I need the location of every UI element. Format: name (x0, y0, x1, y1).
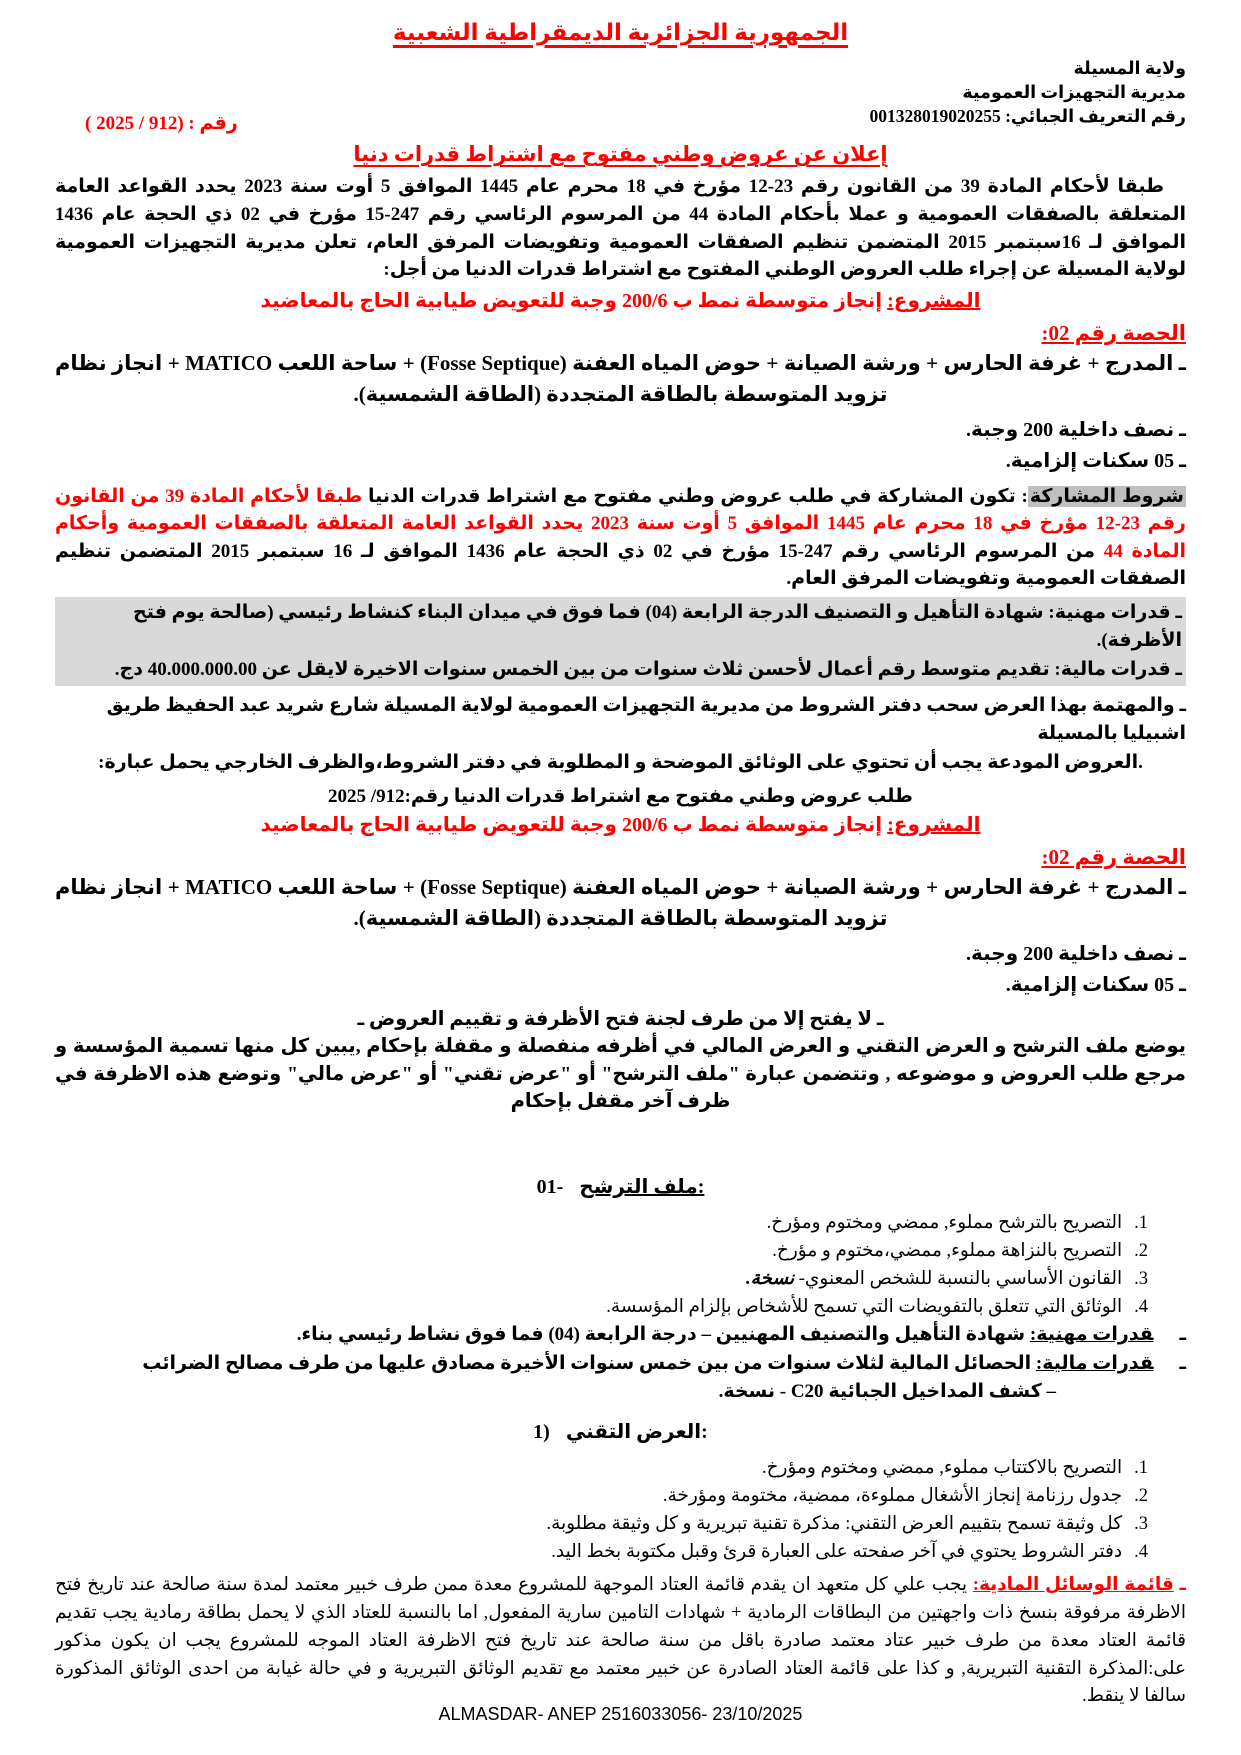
legal-paragraph: طبقا لأحكام المادة 39 من القانون رقم 23-12 مؤرخ في 18 محرم عام 1445 الموافق 5 أوت سنة 2023 يحدد القواعد العامة المتعلقة بالصفقات العمومية و عملا بأحكام المادة 44 من المرسوم الرئاسي رقم 247-15 مؤرخ في 02 ذي الحجة عام 1436 الموافق لـ 16سبتمبر 2015 المتضمن تنظيم الصفقات العمومية وتفويضات المرفق العام، تعلن مديرية التجهيزات العمومية لولاية المسيلة عن إجراء طلب العروض الوطني المفتوح مع اشتراط قدرات الدنيا من أجل: (55, 176, 1187, 281)
material-means-dash: ـ (1173, 1575, 1187, 1596)
candidacy-file-heading (55, 1174, 1186, 1199)
republic-title: الجمهورية الجزائرية الديمقراطية الشعبية (392, 20, 849, 45)
material-means-paragraph (55, 1572, 1186, 1711)
financial-capability-line: ـ قدرات مالية: تقديم متوسط رقم أعمال لأحسن ثلاث سنوات من بين الخمس سنوات الاخيرة لايقل عن 40.000.000.00 دج. (114, 658, 1182, 680)
lot-description-repeat: ـ المدرج + غرفة الحارس + ورشة الصيانة + حوض المياه العفنة (Fosse Septique) + ساحة اللعب MATICO + انجاز نظام تزويد المتوسطة بالطاقة المتجددة (الطاقة الشمسية). (55, 874, 1186, 931)
project-line-repeat (55, 812, 1186, 837)
list-item: 3.كل وثيقة تسمح بتقييم العرض التقني: مذكرة تقنية تبريرية و كل وثيقة مطلوبة. (546, 1514, 1148, 1535)
capabilities-highlight-block (55, 597, 1186, 687)
list-item: 4.الوثائق التي تتعلق بالتفويضات التي تسمح للأشخاص بإلزام المؤسسة. (606, 1297, 1148, 1318)
lot-item-housing-repeat: ـ 05 سكنات إلزامية. (1005, 973, 1186, 996)
lot-description: ـ المدرج + غرفة الحارس + ورشة الصيانة + حوض المياه العفنة (Fosse Septique) + ساحة اللعب MATICO + انجاز نظام تزويد المتوسطة بالطاقة المتجددة (الطاقة الشمسية). (55, 350, 1186, 407)
list-item: 2.التصريح بالنزاهة مملوء, ممضي،مختوم و مؤرخ. (772, 1241, 1148, 1262)
announcement-title: إعلان عن عروض وطني مفتوح مع اشتراط قدرات دنيا (353, 142, 888, 167)
lot-item-housing: ـ 05 سكنات إلزامية. (1005, 449, 1186, 472)
participation-paragraph (55, 483, 1186, 593)
project-name: إنجاز متوسطة نمط ب 200/6 وجبة للتعويض طيابية الحاج بالمعاضيد (260, 289, 888, 312)
professional-capability-label: قدرات مهنية: (1029, 1324, 1154, 1346)
wilaya-line: ولاية المسيلة (1073, 58, 1186, 78)
participation-label: شروط المشاركة (1029, 485, 1184, 507)
candidacy-heading-number: 01- (536, 1176, 564, 1198)
list-item: 1.التصريح بالاكتتاب مملوء, ممضي ومختوم ومؤرخ. (761, 1457, 1148, 1478)
lot-heading: الحصة رقم 02: (1041, 320, 1186, 345)
withdrawal-line-2: .العروض المودعة يجب أن تحتوي على الوثائق الموضحة و المطلوبة في دفتر الشروط،والظرف الخارجي يحمل عبارة: (98, 752, 1143, 774)
envelope-title-line: طلب عروض وطني مفتوح مع اشتراط قدرات الدنيا رقم:912/ 2025 (328, 785, 913, 807)
financial-capability-requirement: ـقدرات مالية: الحصائل المالية لثلاث سنوات من بين خمس سنوات الأخيرة مصادق عليها من طرف مصالح الضرائب (142, 1352, 1186, 1374)
professional-capability-line: ـ قدرات مهنية: شهادة التأهيل و التصنيف الدرجة الرابعة (04) فما فوق في ميدان البناء كنشاط رئيسي (صالحة يوم فتح الأظرفة). (133, 601, 1182, 652)
tax-id-label: رقم التعريف الجبائي: (1005, 106, 1186, 127)
technical-heading-number: 1) (533, 1420, 550, 1443)
technical-offer-heading (55, 1419, 1186, 1444)
candidacy-file-list (55, 1209, 1186, 1321)
candidacy-heading-title: ملف الترشح: (579, 1176, 705, 1198)
project-label: المشروع: (887, 813, 981, 836)
list-item: 4.دفتر الشروط يحتوي في آخر صفحته على العبارة قرئ وقبل مكتوبة بخط اليد. (551, 1542, 1148, 1563)
participation-rest: من المرسوم الرئاسي رقم 247-15 مؤرخ في 02 ذي الحجة عام 1436 الموافق لـ 16 سبتمبر 2015 المتضمن تنظيم الصفقات العمومية وتفويضات المرفق العام. (55, 540, 1186, 590)
list-item: 1.التصريح بالترشح مملوء, ممضي ومختوم ومؤرخ. (766, 1213, 1148, 1233)
tax-id-value: 001328019020255 (869, 106, 1001, 127)
directorate-line: مديرية التجهيزات العمومية (962, 82, 1186, 103)
list-item: 3.القانون الأساسي بالنسبة للشخص المعنوي- نسخة. (745, 1269, 1148, 1290)
anep-footer: ALMASDAR- ANEP 2516033056- 23/10/2025 (438, 1704, 803, 1724)
open-only-by-committee-note: ـ لا يفتح إلا من طرف لجنة فتح الأظرفة و تقييم العروض ـ (357, 1008, 884, 1030)
lot-item-meals: ـ نصف داخلية 200 وجبة. (965, 418, 1186, 441)
project-line (55, 288, 1186, 313)
participation-intro: : تكون المشاركة في طلب عروض وطني مفتوح مع اشتراط قدرات الدنيا (362, 485, 1028, 507)
project-name: إنجاز متوسطة نمط ب 200/6 وجبة للتعويض طيابية الحاج بالمعاضيد (260, 813, 888, 836)
financial-capability-label: قدرات مالية: (1035, 1352, 1154, 1374)
material-means-label: قائمة الوسائل المادية: (972, 1575, 1174, 1596)
lot-heading-repeat: الحصة رقم 02: (1041, 844, 1186, 869)
list-item: 2.جدول رزنامة إنجاز الأشغال مملوءة، ممضية، مختومة ومؤرخة. (662, 1486, 1148, 1507)
envelopes-paragraph: يوضع ملف الترشح و العرض التقني و العرض المالي في أظرفه منفصلة و مقفلة بإحكام ,يبين كل منها تسمية المؤسسة و مرجع طلب العروض و موضوعه , وتتضمن عبارة "ملف الترشح" أو "عرض تقني" أو "عرض مالي" وتوضع هذه الاظرفة في ظرف آخر مقفل بإحكام (55, 1035, 1186, 1113)
project-label: المشروع: (887, 289, 981, 312)
notice-reference-number: رقم : (912 / 2025 ) (85, 113, 238, 134)
lot-item-meals-repeat: ـ نصف داخلية 200 وجبة. (965, 942, 1186, 965)
withdrawal-line-1: ـ والمهتمة بهذا العرض سحب دفتر الشروط من مديرية التجهيزات العمومية لولاية المسيلة شارع شريد عبد الحفيظ طريق اشبيليا بالمسيلة (106, 695, 1186, 744)
tax-revenue-statement-line: – كشف المداخيل الجبائية C20 - نسخة. (718, 1381, 1056, 1403)
technical-offer-list (55, 1454, 1186, 1566)
material-means-body: يجب علي كل متعهد ان يقدم قائمة العتاد الموجهة للمشروع معدة ممن طرف خبير معتمد لمدة سنة صالحة عند تاريخ فتح الاظرفة مرفوقة بنسخ ذات واجهتين من البطاقات الرمادية + شهادات التامين سارية المفعول, اما بالنسبة للعتاد الذي لا يحمل بطاقة رمادية يجب تقديم قائمة العتاد معدة من طرف خبير عتاد معتمد صادرة باقل من سنة صالحة عند تاريخ فتح الاظرفة العتاد الموجه للمشروع يجب ان يكون مذكور على:المذكرة التقنية التبريرية, و كذا على قائمة العتاد الصادرة عن خبير معتمد مع تقديم الوثائق التبريرية و في حالة غيابة من احدى الوثائق المذكورة سالفا لا ينقط. (55, 1575, 1186, 1707)
participation-legal-red: طبقا لأحكام المادة 39 من القانون رقم 23-12 مؤرخ في 18 محرم عام 1445 الموافق 5 أوت سنة 2023 يحدد القواعد العامة المتعلقة بالصفقات العمومية وأحكام المادة 44 (55, 485, 1186, 562)
technical-heading-title: العرض التقني: (565, 1420, 708, 1443)
professional-capability-requirement: ـقدرات مهنية: شهادة التأهيل والتصنيف المهنيين – درجة الرابعة (04) فما فوق نشاط رئيسي بناء. (296, 1324, 1186, 1346)
